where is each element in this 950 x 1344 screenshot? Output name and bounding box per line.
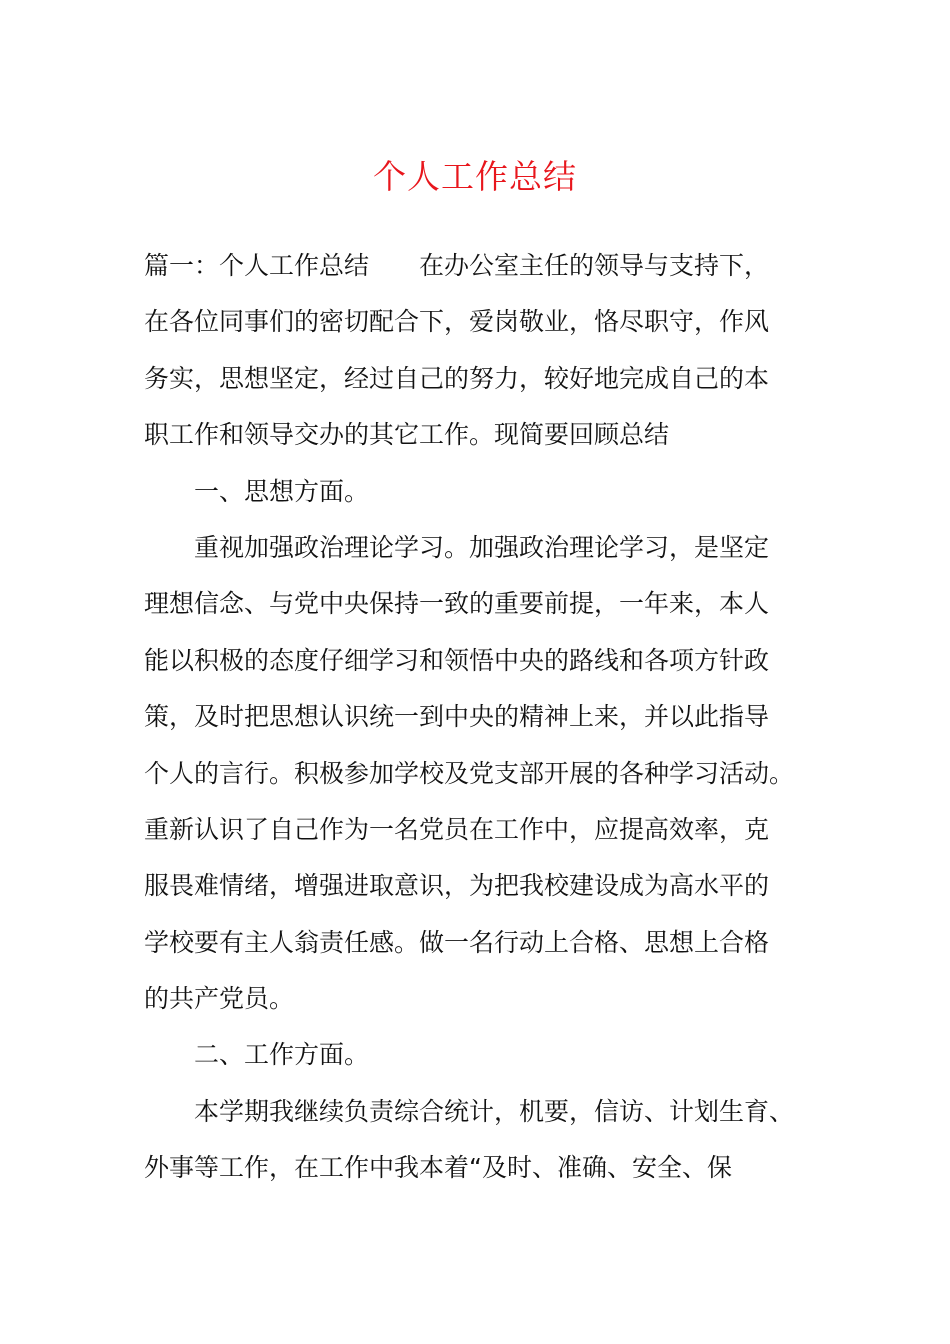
body-line: 理想信念、与党中央保持一致的重要前提，一年来，本人 [144, 589, 770, 619]
section-heading-work: 二、工作方面。 [194, 1040, 370, 1070]
body-line: 务实，思想坚定，经过自己的努力，较好地完成自己的本 [144, 363, 770, 393]
body-line: 策，及时把思想认识统一到中央的精神上来，并以此指导 [144, 702, 770, 732]
body-line: 本学期我继续负责综合统计，机要，信访、计划生育、 [194, 1096, 795, 1126]
body-line: 个人的言行。积极参加学校及党支部开展的各种学习活动。 [144, 758, 795, 788]
body-line: 在各位同事们的密切配合下，爱岗敬业，恪尽职守，作风 [144, 307, 770, 337]
body-line: 篇一：个人工作总结 在办公室主任的领导与支持下， [144, 251, 770, 280]
body-line: 能以积极的态度仔细学习和领悟中央的路线和各项方针政 [144, 645, 770, 675]
body-line: 外事等工作，在工作中我本着“及时、准确、安全、保 [144, 1153, 732, 1183]
document-title: 个人工作总结 [373, 157, 577, 196]
body-line: 的共产党员。 [144, 984, 295, 1014]
body-line: 职工作和领导交办的其它工作。现简要回顾总结 [144, 420, 670, 450]
body-line: 重新认识了自己作为一名党员在工作中，应提高效率，克 [144, 814, 770, 844]
document-body [144, 238, 809, 1197]
body-line: 重视加强政治理论学习。加强政治理论学习，是坚定 [194, 532, 770, 562]
body-line: 学校要有主人翁责任感。做一名行动上合格、思想上合格 [144, 927, 770, 957]
body-line: 服畏难情绪，增强进取意识，为把我校建设成为高水平的 [144, 871, 770, 901]
section-heading-thought: 一、思想方面。 [194, 476, 370, 506]
